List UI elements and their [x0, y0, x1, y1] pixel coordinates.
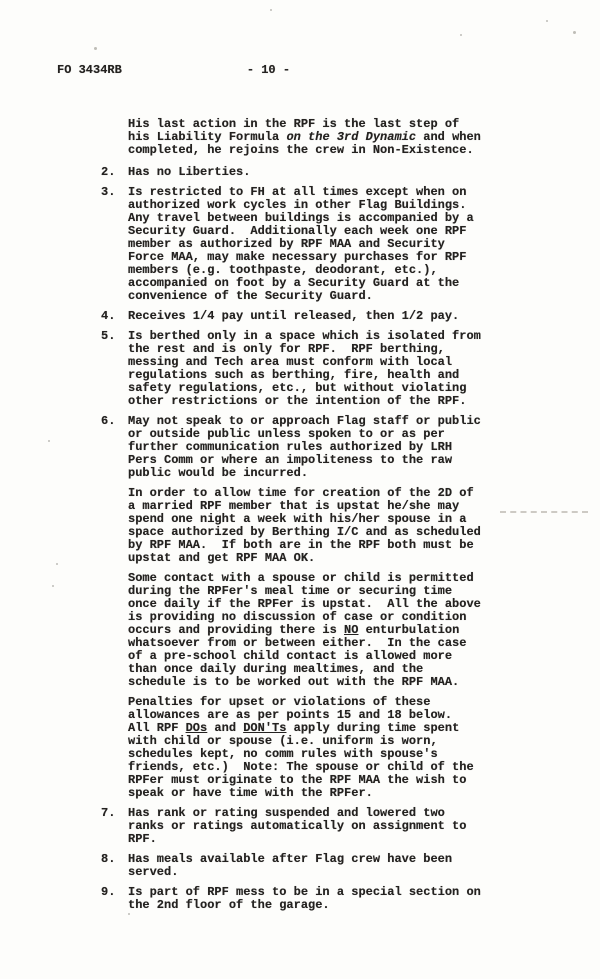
paragraph: [128, 186, 488, 303]
paragraph: [128, 330, 488, 408]
text-segment: Receives 1/4 pay until released, then 1/2 pay.: [128, 309, 460, 323]
list-item: [101, 807, 600, 846]
text-segment: apply during time spent with child or spouse (i.e. uniform is worn, schedules kept, no comm rules with spouse's friends, etc.) Note: The spouse or child of the RPFer must originate to the RPF MAA the wish to speak or have time with the RPFer.: [128, 721, 481, 800]
item-body: [128, 186, 488, 303]
item-number: 9.: [101, 885, 116, 899]
text-segment: His last action in the RPF is the last step of his Liability Formula: [128, 117, 467, 144]
text-segment: Penalties for upset or violations of these allowances are as per points 15 and 18 below. All RPF: [128, 695, 467, 735]
paragraph: [128, 853, 488, 879]
list-item: [101, 886, 600, 912]
paragraph: [128, 415, 488, 480]
paragraph: [128, 310, 488, 323]
list-item: [101, 186, 600, 303]
item-number: 3.: [101, 185, 116, 199]
scan-speck: [128, 913, 130, 915]
intro-paragraph: [128, 118, 488, 157]
scan-speck: [270, 9, 272, 11]
item-number: 5.: [101, 329, 116, 343]
text-segment: NO: [344, 623, 359, 637]
paragraph: [128, 166, 488, 179]
scan-speck: [573, 31, 576, 34]
document-reference: FO 3434RB: [57, 63, 122, 77]
paragraph: [128, 572, 488, 689]
paragraph: [128, 696, 488, 800]
list-item: [101, 330, 600, 408]
text-segment: Is berthed only in a space which is isolated from the rest and is only for RPF. RPF berthing, messing and Tech area must conform with local regulations such as berthing, fire, health and safety regulations, etc., but without violating other restrictions or the intention of the RPF.: [128, 329, 489, 408]
paragraph: [128, 807, 488, 846]
text-segment: Has rank or rating suspended and lowered two ranks or ratings automatically on assignment to RPF.: [128, 806, 474, 846]
scan-speck: [48, 440, 50, 442]
list-item: [101, 415, 600, 800]
scan-speck: [94, 47, 97, 50]
text-segment: Has meals available after Flag crew have been served.: [128, 852, 460, 879]
item-body: [128, 415, 488, 800]
item-number: 7.: [101, 806, 116, 820]
text-segment: May not speak to or approach Flag staff or public or outside public unless spoken to or as per further communication rules authorized by LRH Pers Comm or where an impoliteness to the raw public would be incurred.: [128, 414, 489, 480]
paragraph: [128, 886, 488, 912]
text-segment: DON'Ts: [243, 721, 287, 735]
list-item: [101, 166, 600, 179]
text-segment: and when completed, he rejoins the crew in Non-Existence.: [128, 130, 489, 157]
list-item: [101, 310, 600, 323]
item-body: [128, 886, 488, 912]
text-segment: Is part of RPF mess to be in a special section on the 2nd floor of the garage.: [128, 885, 489, 912]
scan-speck: [52, 585, 54, 587]
item-body: [128, 330, 488, 408]
item-body: [128, 310, 488, 323]
document-body: [0, 118, 600, 919]
scan-speck: [460, 34, 462, 36]
text-segment: Some contact with a spouse or child is permitted during the RPFer's meal time or securing time once daily if the RPFer is upstat. All the above is providing no discussion of case or condition occurs and providing there is: [128, 571, 489, 637]
text-segment: In order to allow time for creation of the 2D of a married RPF member that is upstat he/she may spend one night a week with his/her spouse in a space authorized by Berthing I/C and as scheduled by RPF MAA. If both are in the RPF both must be upstat and get RPF MAA OK.: [128, 486, 489, 565]
scan-speck: [56, 563, 58, 565]
item-number: 8.: [101, 852, 116, 866]
paragraph: [128, 487, 488, 565]
page-number: - 10 -: [246, 63, 291, 77]
text-segment: Is restricted to FH at all times except when on authorized work cycles in other Flag Buildings. Any travel between buildings is accompanied by a Security Guard. Additionally each week one RPF member as authorized by RPF MAA and Security Force MAA, may make necessary purchases for RPF members (e.g. toothpaste, deodorant, etc.), accompanied on foot by a Security Guard at the convenience of the Security Guard.: [128, 185, 481, 303]
item-number: 4.: [101, 309, 116, 323]
item-body: [128, 807, 488, 846]
text-segment: on the 3rd Dynamic: [286, 130, 417, 144]
item-number: 2.: [101, 165, 116, 179]
text-segment: enturbulation whatsoever from or between either. In the case of a pre-school child contact is allowed more than once daily during mealtimes, and the schedule is to be worked out with the RPF MAA.: [128, 623, 474, 689]
text-segment: Has no Liberties.: [128, 165, 251, 179]
item-number: 6.: [101, 414, 116, 428]
pencil-mark: [500, 511, 588, 513]
text-segment: DOs: [185, 721, 208, 735]
page-header: [57, 64, 290, 77]
scan-speck: [546, 20, 548, 22]
list-item: [101, 853, 600, 879]
item-body: [128, 853, 488, 879]
item-body: [128, 166, 488, 179]
item-list: [0, 166, 600, 912]
text-segment: and: [207, 721, 244, 735]
